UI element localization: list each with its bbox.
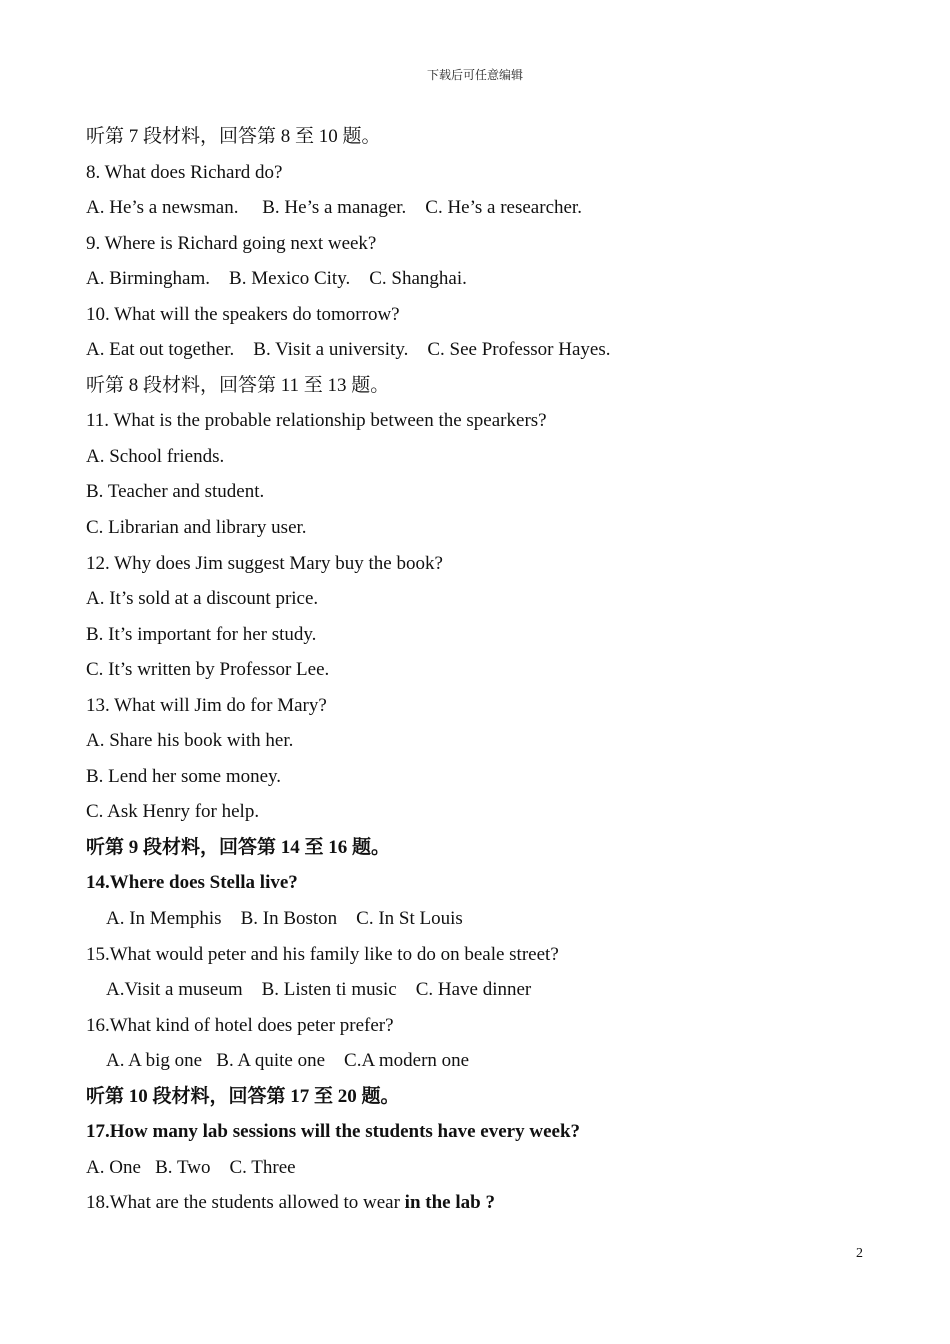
question-9: 9. Where is Richard going next week? <box>86 232 377 254</box>
options-9: A. Birmingham. B. Mexico City. C. Shanghai. <box>86 268 467 290</box>
question-18-bold-text: in the lab ? <box>404 1192 495 1214</box>
option-12c: C. It’s written by Professor Lee. <box>86 659 330 681</box>
question-18 <box>86 1185 886 1221</box>
options-10: A. Eat out together. B. Visit a university. C. See Professor Hayes. <box>86 339 611 361</box>
question-12: 12. Why does Jim suggest Mary buy the book? <box>86 552 443 574</box>
question-16: 16.What kind of hotel does peter prefer? <box>86 1014 394 1036</box>
question-8: 8. What does Richard do? <box>86 161 283 183</box>
page-header: 下载后可任意编辑 <box>426 68 523 82</box>
option-13a: A. Share his book with her. <box>86 730 294 752</box>
options-14: A. In Memphis B. In Boston C. In St Louis <box>106 908 463 930</box>
question-18-text: 18.What are the students allowed to wear <box>86 1192 405 1214</box>
option-13c: C. Ask Henry for help. <box>86 801 260 823</box>
option-12a: A. It’s sold at a discount price. <box>86 588 319 610</box>
question-10: 10. What will the speakers do tomorrow? <box>86 303 400 325</box>
question-13: 13. What will Jim do for Mary? <box>86 694 327 716</box>
options-17: A. One B. Two C. Three <box>86 1156 296 1178</box>
option-13b: B. Lend her some money. <box>86 765 282 787</box>
section-heading-10: 听第 10 段材料，回答第 17 至 20 题。 <box>86 1085 400 1107</box>
question-15: 15.What would peter and his family like to do on beale street? <box>86 943 559 965</box>
option-11c: C. Librarian and library user. <box>86 517 307 539</box>
document-body <box>86 119 886 1221</box>
option-12b: B. It’s important for her study. <box>86 623 317 645</box>
page-number: 2 <box>856 1246 863 1261</box>
option-11b: B. Teacher and student. <box>86 481 265 503</box>
options-15: A.Visit a museum B. Listen ti music C. Have dinner <box>106 979 532 1001</box>
section-heading-8: 听第 8 段材料，回答第 11 至 13 题。 <box>86 374 390 396</box>
question-17: 17.How many lab sessions will the students have every week? <box>86 1121 581 1143</box>
question-11: 11. What is the probable relationship between the spearkers? <box>86 410 547 432</box>
question-14: 14.Where does Stella live? <box>86 872 298 894</box>
options-8: A. He’s a newsman. B. He’s a manager. C. He’s a researcher. <box>86 197 582 219</box>
section-heading-9: 听第 9 段材料，回答第 14 至 16 题。 <box>86 836 391 858</box>
options-16: A. A big one B. A quite one C.A modern one <box>106 1050 470 1072</box>
section-heading-7: 听第 7 段材料，回答第 8 至 10 题。 <box>86 126 381 147</box>
option-11a: A. School friends. <box>86 445 225 467</box>
